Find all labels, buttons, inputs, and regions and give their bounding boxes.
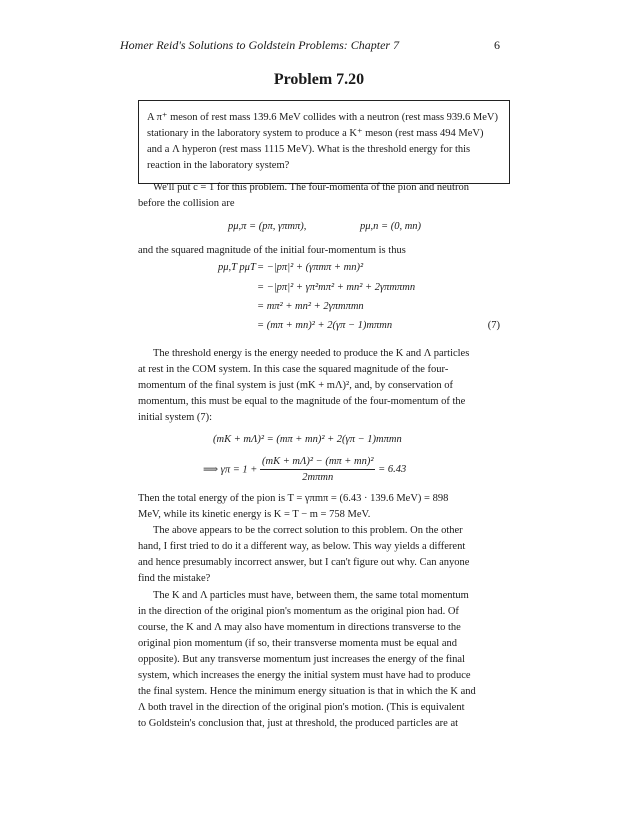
equation-conservation: (mK + mΛ)² = (mπ + mn)² + 2(γπ − 1)mπmn bbox=[213, 434, 402, 445]
problem-title: Problem 7.20 bbox=[273, 71, 365, 88]
paragraph-intro bbox=[138, 180, 500, 212]
running-header bbox=[120, 38, 500, 53]
equation-line: = mπ² + mn² + 2γπmπmn bbox=[257, 301, 364, 312]
equation-four-momenta-pion: pμ,π = (pπ, γπmπ), bbox=[228, 221, 307, 232]
page-number: 6 bbox=[494, 38, 500, 52]
gamma-result: = 6.43 bbox=[378, 464, 407, 475]
text-line: find the mistake? bbox=[138, 573, 211, 585]
text-line: and the squared magnitude of the initial four-momentum is thus bbox=[138, 245, 406, 256]
equation-number: (7) bbox=[487, 320, 500, 331]
fraction-numerator: (mK + mΛ)² − (mπ + mn)² bbox=[260, 456, 375, 470]
text-line: at rest in the COM system. In this case the squared magnitude of the four- bbox=[138, 364, 449, 376]
equation-four-momenta-neutron: pμ,n = (0, mn) bbox=[360, 221, 422, 232]
text-line: before the collision are bbox=[138, 198, 235, 210]
equation-line: = (mπ + mn)² + 2(γπ − 1)mπmn bbox=[257, 320, 393, 331]
running-title: Homer Reid's Solutions to Goldstein Problems: Chapter 7 bbox=[120, 38, 400, 52]
statement-line: stationary in the laboratory system to produce a K⁺ meson (rest mass 494 MeV) bbox=[147, 128, 484, 140]
text-line: We'll put c = 1 for this problem. The four-momenta of the pion and neutron bbox=[153, 182, 469, 193]
text-line: course, the K and Λ may also have momentum in directions transverse to the bbox=[138, 621, 461, 633]
fraction-denominator: 2mπmn bbox=[302, 472, 334, 483]
text-line: initial system (7): bbox=[138, 412, 213, 424]
text-line: the final system. Hence the minimum energy situation is that in which the K and bbox=[138, 686, 476, 698]
text-line: Then the total energy of the pion is T = γπmπ = (6.43 · 139.6 MeV) = 898 bbox=[138, 493, 449, 504]
text-line: in the direction of the original pion's momentum as the original pion had. Of bbox=[138, 605, 459, 617]
text-line: Λ both travel in the direction of the original pion's motion. (This is equivalent bbox=[138, 702, 465, 714]
paragraph-body bbox=[138, 491, 500, 732]
statement-line: and a Λ hyperon (rest mass 1115 MeV). What is the threshold energy for this bbox=[147, 144, 471, 156]
text-line: original pion momentum (if so, their transverse momenta must be equal and bbox=[138, 637, 458, 649]
statement-line: A π⁺ meson of rest mass 139.6 MeV collides with a neutron (rest mass 939.6 MeV) bbox=[147, 112, 498, 123]
gamma-lhs: ⟹ γπ = 1 + bbox=[203, 464, 258, 476]
text-line: momentum of the final system is just (mK + mΛ)², and, by conservation of bbox=[138, 380, 454, 392]
problem-statement-box bbox=[138, 100, 510, 184]
equation-line: = −|pπ|² + (γπmπ + mn)² bbox=[257, 262, 364, 273]
text-line: MeV, while its kinetic energy is K = T − m = 758 MeV. bbox=[138, 509, 371, 521]
text-line: and hence presumably incorrect answer, but I can't figure out why. Can anyone bbox=[138, 557, 470, 569]
equation-line: = −|pπ|² + γπ²mπ² + mn² + 2γπmπmn bbox=[257, 282, 416, 293]
equation-lhs: pμ,T pμT bbox=[218, 262, 256, 273]
text-line: opposite). But any transverse momentum just increases the energy of the final bbox=[138, 653, 465, 665]
text-line: momentum, this must be equal to the magnitude of the four-momentum of the bbox=[138, 396, 466, 408]
paragraph-squared-magnitude bbox=[138, 243, 500, 259]
text-line: The above appears to be the correct solution to this problem. On the other bbox=[153, 525, 463, 537]
text-line: system, which increases the energy the initial system must have had to produce bbox=[138, 670, 471, 682]
text-line: The K and Λ particles must have, between them, the same total momentum bbox=[153, 589, 469, 601]
text-line: to Goldstein's conclusion that, just at threshold, the produced particles are at bbox=[138, 718, 459, 730]
paragraph-threshold bbox=[138, 346, 500, 426]
equation-gamma bbox=[203, 456, 406, 488]
gamma-fraction bbox=[260, 456, 375, 483]
text-line: The threshold energy is the energy needed to produce the K and Λ particles bbox=[153, 348, 470, 359]
text-line: hand, I first tried to do it a different way, as below. This way yields a different bbox=[138, 541, 466, 553]
statement-line: reaction in the laboratory system? bbox=[147, 160, 290, 172]
